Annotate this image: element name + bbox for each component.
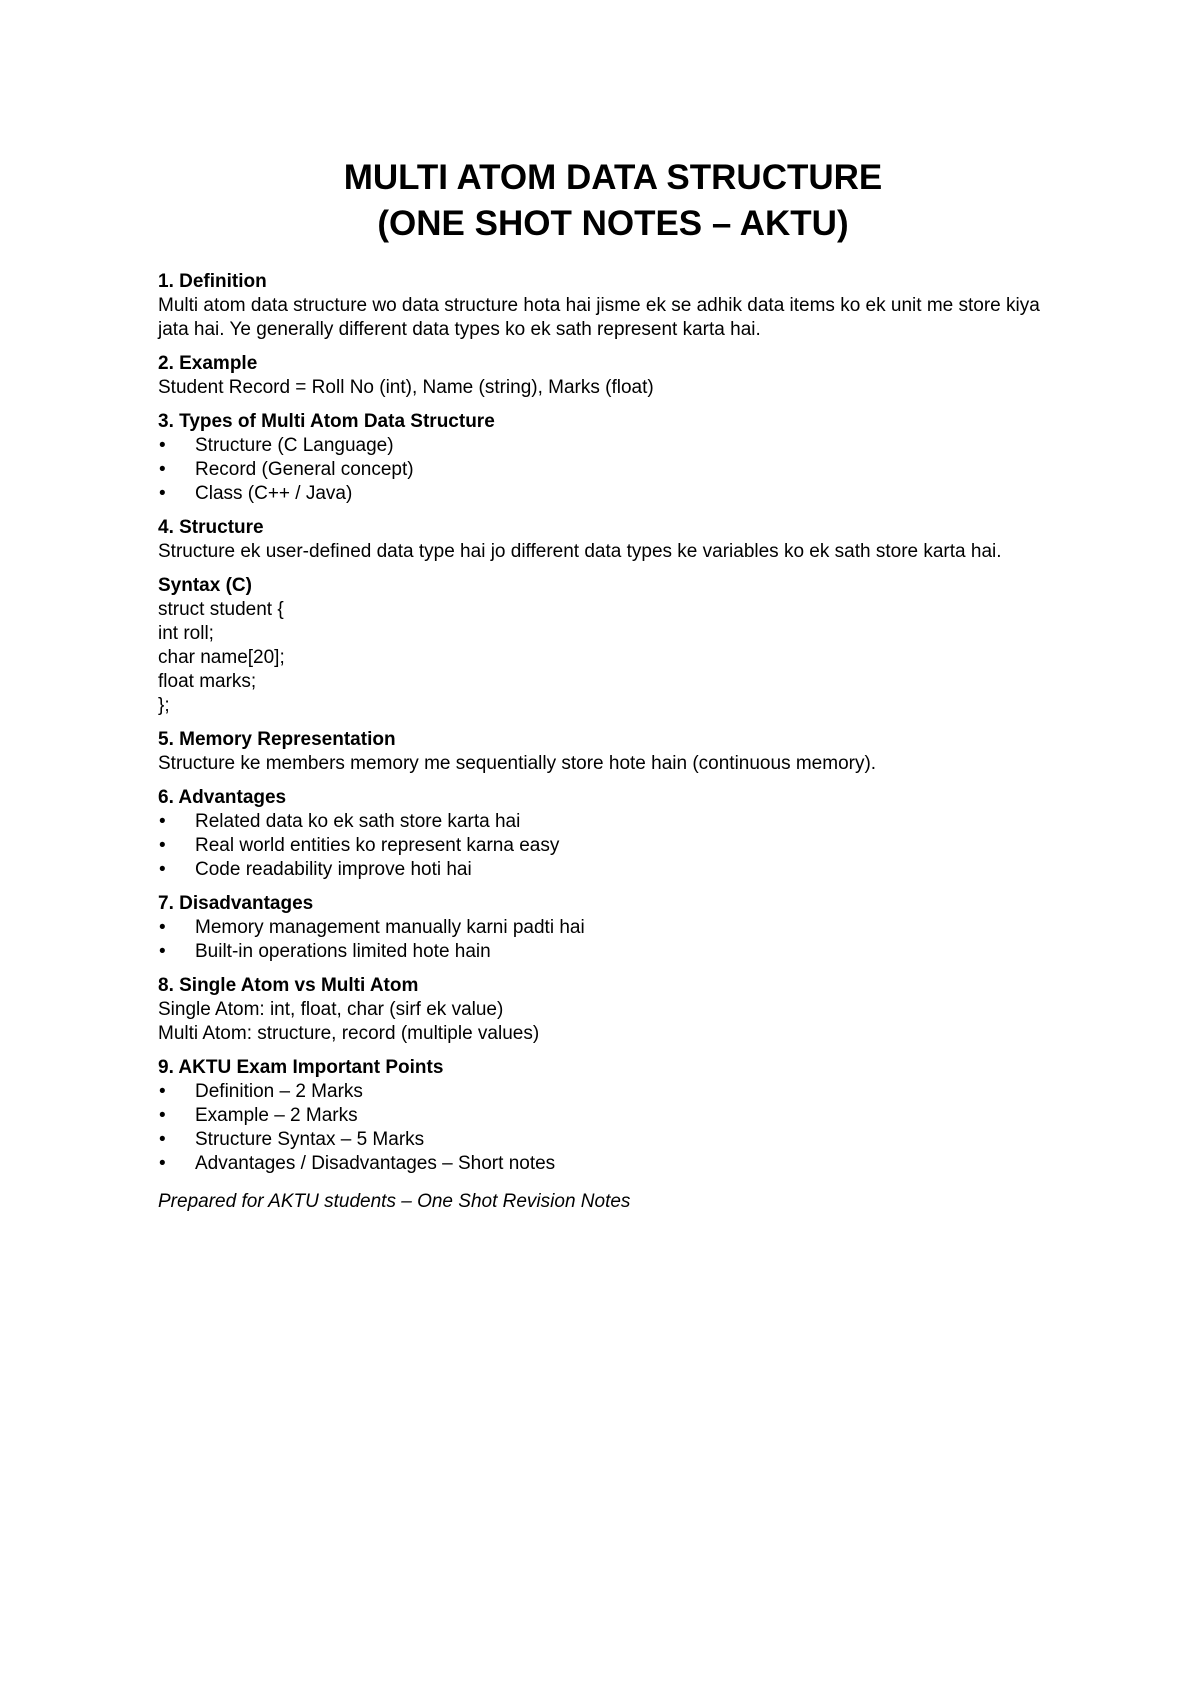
bullet-icon: • — [159, 1081, 166, 1102]
list-item — [158, 1080, 1060, 1104]
list-item-text: Definition – 2 Marks — [195, 1081, 363, 1102]
list-item — [158, 858, 1060, 882]
types-list — [158, 434, 1060, 506]
definition-text: Multi atom data structure wo data structure hota hai jisme ek se adhik data items ko ek unit me store kiya jata hai. Ye generally different data types ko ek sath represent karta hai. — [158, 295, 1040, 340]
code-line: }; — [158, 695, 170, 716]
list-item-text: Real world entities ko represent karna easy — [195, 835, 560, 856]
footer-note: Prepared for AKTU students – One Shot Revision Notes — [158, 1191, 631, 1212]
example-text: Student Record = Roll No (int), Name (string), Marks (float) — [158, 377, 654, 398]
section-heading: 6. Advantages — [158, 787, 287, 808]
code-line: struct student { — [158, 599, 284, 620]
section-advantages — [158, 786, 1060, 882]
memory-text: Structure ke members memory me sequentially store hote hain (continuous memory). — [158, 753, 877, 774]
list-item — [158, 434, 1060, 458]
section-heading: 1. Definition — [158, 271, 267, 292]
bullet-icon: • — [159, 459, 166, 480]
section-heading: 3. Types of Multi Atom Data Structure — [158, 411, 495, 432]
list-item-text: Class (C++ / Java) — [195, 483, 353, 504]
list-item — [158, 1128, 1060, 1152]
section-memory — [158, 728, 1060, 776]
bullet-icon: • — [159, 483, 166, 504]
section-exam-points — [158, 1056, 1060, 1176]
list-item-text: Record (General concept) — [195, 459, 414, 480]
section-disadvantages — [158, 892, 1060, 964]
list-item — [158, 916, 1060, 940]
section-heading: 2. Example — [158, 353, 258, 374]
title-line-2: (ONE SHOT NOTES – AKTU) — [377, 204, 849, 243]
list-item — [158, 482, 1060, 506]
list-item — [158, 1104, 1060, 1128]
bullet-icon: • — [159, 1105, 166, 1126]
list-item-text: Related data ko ek sath store karta hai — [195, 811, 521, 832]
list-item — [158, 834, 1060, 858]
page-title — [158, 155, 1060, 247]
advantages-list — [158, 810, 1060, 882]
section-heading: 5. Memory Representation — [158, 729, 396, 750]
bullet-icon: • — [159, 811, 166, 832]
comparison-line: Multi Atom: structure, record (multiple values) — [158, 1023, 540, 1044]
bullet-icon: • — [159, 1129, 166, 1150]
code-line: int roll; — [158, 623, 214, 644]
bullet-icon: • — [159, 435, 166, 456]
section-heading: 9. AKTU Exam Important Points — [158, 1057, 444, 1078]
disadvantages-list — [158, 916, 1060, 964]
list-item-text: Structure Syntax – 5 Marks — [195, 1129, 425, 1150]
exam-points-list — [158, 1080, 1060, 1176]
bullet-icon: • — [159, 941, 166, 962]
structure-text: Structure ek user-defined data type hai jo different data types ke variables ko ek sath store karta hai. — [158, 541, 1002, 562]
section-example — [158, 352, 1060, 400]
section-heading: 4. Structure — [158, 517, 264, 538]
section-heading: 8. Single Atom vs Multi Atom — [158, 975, 419, 996]
section-heading: Syntax (C) — [158, 575, 252, 596]
section-structure — [158, 516, 1060, 564]
bullet-icon: • — [159, 859, 166, 880]
list-item-text: Code readability improve hoti hai — [195, 859, 472, 880]
bullet-icon: • — [159, 835, 166, 856]
bullet-icon: • — [159, 917, 166, 938]
title-line-1: MULTI ATOM DATA STRUCTURE — [343, 158, 883, 197]
section-definition — [158, 270, 1060, 342]
list-item-text: Example – 2 Marks — [195, 1105, 358, 1126]
list-item-text: Structure (C Language) — [195, 435, 394, 456]
bullet-icon: • — [159, 1153, 166, 1174]
comparison-line: Single Atom: int, float, char (sirf ek value) — [158, 999, 504, 1020]
code-line: float marks; — [158, 671, 257, 692]
section-syntax — [158, 574, 1060, 718]
section-comparison — [158, 974, 1060, 1046]
list-item-text: Memory management manually karni padti hai — [195, 917, 585, 938]
section-heading: 7. Disadvantages — [158, 893, 314, 914]
section-types — [158, 410, 1060, 506]
list-item-text: Advantages / Disadvantages – Short notes — [195, 1153, 556, 1174]
list-item — [158, 1152, 1060, 1176]
list-item-text: Built-in operations limited hote hain — [195, 941, 491, 962]
code-line: char name[20]; — [158, 647, 285, 668]
list-item — [158, 940, 1060, 964]
list-item — [158, 458, 1060, 482]
list-item — [158, 810, 1060, 834]
